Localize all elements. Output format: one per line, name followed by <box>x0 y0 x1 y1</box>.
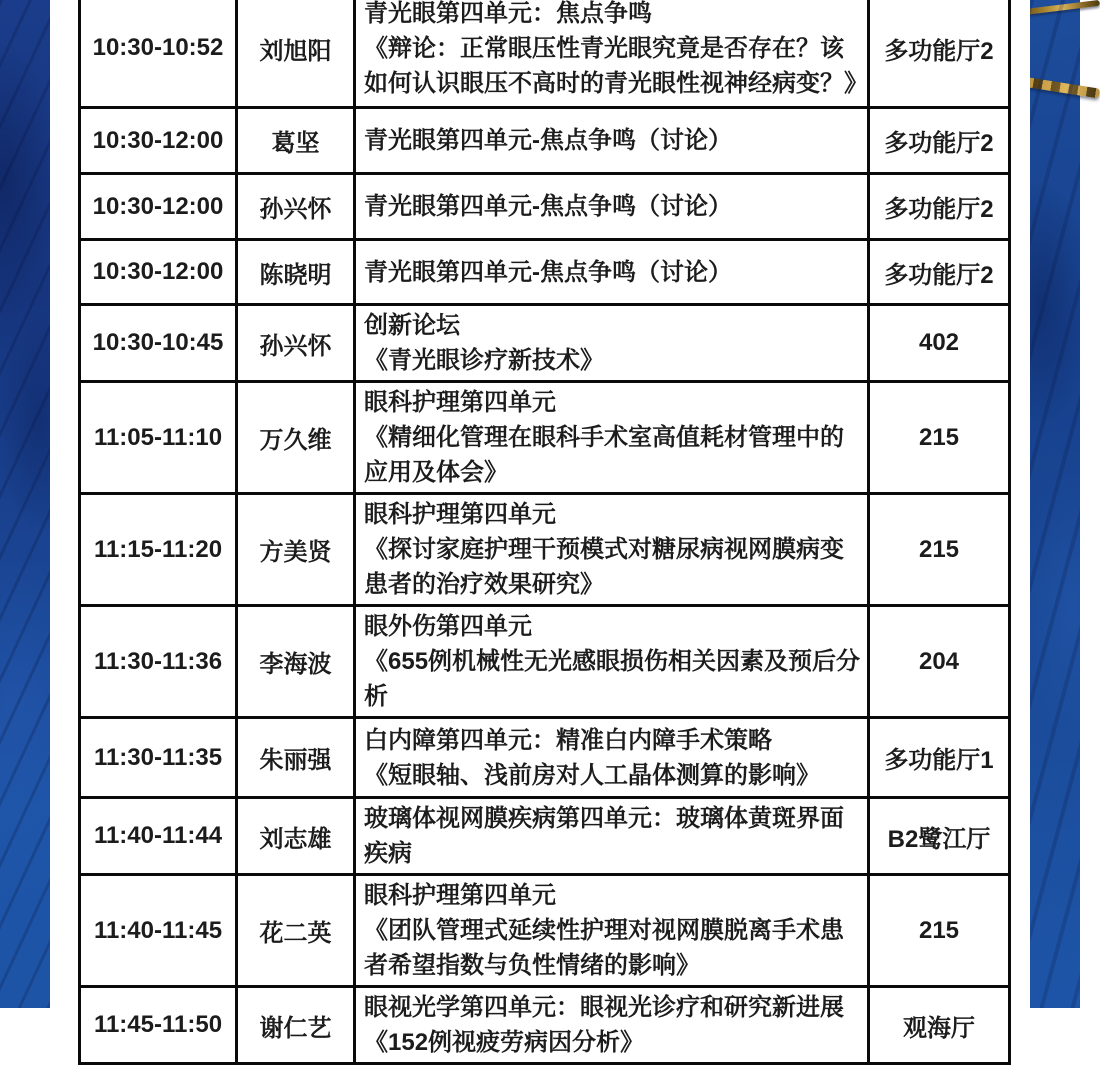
left-blue-texture <box>0 0 50 1008</box>
room-cell: 多功能厅2 <box>869 108 1010 174</box>
time-cell: 11:40-11:45 <box>80 875 237 987</box>
session-cell <box>355 305 869 382</box>
session-line: 《精细化管理在眼科手术室高值耗材管理中的应用及体会》 <box>364 424 844 486</box>
time-cell: 11:30-11:35 <box>80 718 237 798</box>
session-line: 青光眼第四单元-焦点争鸣（讨论） <box>364 127 732 154</box>
room-cell: 多功能厅2 <box>869 240 1010 305</box>
session-cell <box>355 0 869 108</box>
speaker-cell: 陈晓明 <box>237 240 355 305</box>
room-cell: 215 <box>869 494 1010 606</box>
schedule-row <box>80 0 1010 108</box>
room-cell: 多功能厅1 <box>869 718 1010 798</box>
session-line: 《团队管理式延续性护理对视网膜脱离手术患者希望指数与负性情绪的影响》 <box>364 917 844 979</box>
time-cell: 11:40-11:44 <box>80 798 237 875</box>
time-cell: 10:30-12:00 <box>80 240 237 305</box>
room-cell: 观海厅 <box>869 987 1010 1064</box>
schedule-row <box>80 240 1010 305</box>
session-cell <box>355 875 869 987</box>
room-cell: 402 <box>869 305 1010 382</box>
room-cell: 215 <box>869 875 1010 987</box>
session-line: 眼科护理第四单元 <box>364 501 556 528</box>
session-line: 《短眼轴、浅前房对人工晶体测算的影响》 <box>364 761 820 789</box>
time-cell: 10:30-10:45 <box>80 305 237 382</box>
session-line: 青光眼第四单元：焦点争鸣 <box>364 0 652 27</box>
schedule-row <box>80 305 1010 382</box>
session-cell <box>355 382 869 494</box>
session-line: 创新论坛 <box>364 312 460 339</box>
session-line: 眼科护理第四单元 <box>364 882 556 909</box>
time-cell: 11:05-11:10 <box>80 382 237 494</box>
session-cell <box>355 494 869 606</box>
time-cell: 11:30-11:36 <box>80 606 237 718</box>
room-cell: 204 <box>869 606 1010 718</box>
room-cell: B2鹭江厅 <box>869 798 1010 875</box>
session-line: 眼科护理第四单元 <box>364 389 556 416</box>
schedule-row <box>80 606 1010 718</box>
schedule-row <box>80 382 1010 494</box>
session-line: 《青光眼诊疗新技术》 <box>364 347 604 374</box>
session-line: 《655例机械性无光感眼损伤相关因素及预后分析 <box>364 648 861 710</box>
schedule-row <box>80 798 1010 875</box>
time-cell: 11:15-11:20 <box>80 494 237 606</box>
right-blue-texture <box>1030 0 1080 1008</box>
session-line: 眼视光学第四单元：眼视光诊疗和研究新进展 <box>364 994 844 1021</box>
speaker-cell: 方美贤 <box>237 494 355 606</box>
session-cell <box>355 798 869 875</box>
room-cell: 多功能厅2 <box>869 174 1010 240</box>
session-line: 青光眼第四单元-焦点争鸣（讨论） <box>364 258 732 286</box>
time-cell: 10:30-12:00 <box>80 108 237 174</box>
session-line: 青光眼第四单元-焦点争鸣（讨论） <box>364 193 732 220</box>
schedule-row <box>80 987 1010 1064</box>
room-cell: 多功能厅2 <box>869 0 1010 108</box>
session-line: 白内障第四单元：精准白内障手术策略 <box>364 726 772 754</box>
session-cell <box>355 174 869 240</box>
session-line: 《152例视疲劳病因分析》 <box>364 1029 645 1056</box>
speaker-cell: 李海波 <box>237 606 355 718</box>
session-cell <box>355 718 869 798</box>
session-cell <box>355 606 869 718</box>
schedule-row <box>80 718 1010 798</box>
session-cell <box>355 987 869 1064</box>
schedule-row <box>80 108 1010 174</box>
schedule-table <box>78 0 1011 1065</box>
time-cell: 10:30-12:00 <box>80 174 237 240</box>
session-line: 《辩论：正常眼压性青光眼究竟是否存在？该如何认识眼压不高时的青光眼性视神经病变？》 <box>364 34 868 97</box>
session-line: 玻璃体视网膜疾病第四单元：玻璃体黄斑界面疾病 <box>364 805 844 867</box>
room-cell: 215 <box>869 382 1010 494</box>
schedule-row <box>80 494 1010 606</box>
white-panel <box>50 0 1030 1056</box>
time-cell: 10:30-10:52 <box>80 0 237 108</box>
speaker-cell: 孙兴怀 <box>237 174 355 240</box>
speaker-cell: 刘志雄 <box>237 798 355 875</box>
speaker-cell: 朱丽强 <box>237 718 355 798</box>
speaker-cell: 刘旭阳 <box>237 0 355 108</box>
time-cell: 11:45-11:50 <box>80 987 237 1064</box>
session-line: 《探讨家庭护理干预模式对糖尿病视网膜病变患者的治疗效果研究》 <box>364 536 844 598</box>
speaker-cell: 谢仁艺 <box>237 987 355 1064</box>
schedule-row <box>80 875 1010 987</box>
session-line: 眼外伤第四单元 <box>364 613 532 640</box>
schedule-row <box>80 174 1010 240</box>
session-cell <box>355 240 869 305</box>
speaker-cell: 葛坚 <box>237 108 355 174</box>
speaker-cell: 花二英 <box>237 875 355 987</box>
speaker-cell: 万久维 <box>237 382 355 494</box>
session-cell <box>355 108 869 174</box>
speaker-cell: 孙兴怀 <box>237 305 355 382</box>
